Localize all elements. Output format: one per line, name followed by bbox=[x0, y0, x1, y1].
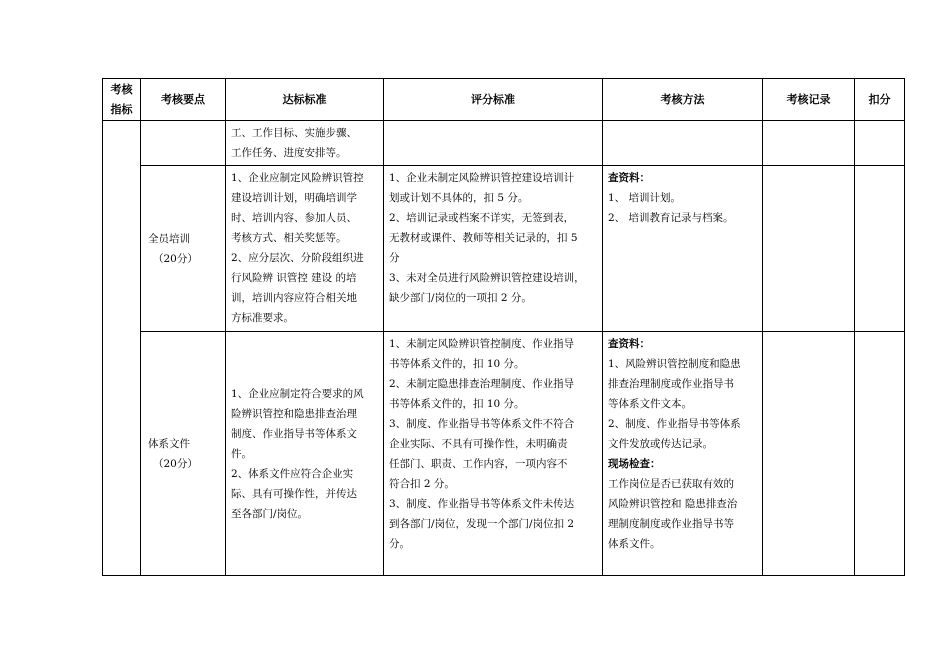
method-cell: 查资料： 1、风险辨识管控制度和隐患 排查治理制度或作业指导书 等体系文件文本。 2、制度、作业指导书等体系 文件发放或传达记录。 现场检查： 工作岗位是否已获取有效的 风险辨识管控和 隐患排查治 理制度制度或作业指导书等 体系文件。 bbox=[603, 332, 763, 576]
header-standard: 达标标准 bbox=[226, 79, 384, 121]
method-cell bbox=[603, 121, 763, 166]
method-cell: 查资料： 1、 培训计划。 2、 培训教育记录与档案。 bbox=[603, 166, 763, 332]
table-row bbox=[103, 121, 905, 166]
header-method: 考核方法 bbox=[603, 79, 763, 121]
table-row bbox=[103, 332, 905, 576]
header-scoring: 评分标准 bbox=[384, 79, 603, 121]
key-point-cell: 体系文件 （20分） bbox=[141, 332, 226, 576]
key-point-cell bbox=[141, 121, 226, 166]
standard-cell: 1、企业应制定符合要求的风 险辨识管控和隐患排查治理 制度、作业指导书等体系文 件。 2、体系文件应符合企业实 际、具有可操作性，并传达 至各部门/岗位。 bbox=[226, 332, 384, 576]
table-row bbox=[103, 166, 905, 332]
header-indicator: 考核 指标 bbox=[103, 79, 141, 121]
header-row bbox=[103, 79, 905, 121]
record-cell bbox=[763, 166, 855, 332]
assessment-table bbox=[102, 78, 905, 576]
deduction-cell bbox=[855, 121, 905, 166]
standard-cell: 工、工作目标、实施步骤、 工作任务、进度安排等。 bbox=[226, 121, 384, 166]
header-record: 考核记录 bbox=[763, 79, 855, 121]
header-key-point: 考核要点 bbox=[141, 79, 226, 121]
scoring-cell: 1、未制定风险辨识管控制度、作业指导 书等体系文件的，扣 10 分。 2、未制定隐患排查治理制度、作业指导 书等体系文件的，扣 10 分。 3、制度、作业指导书等体系文件不符合 企业实际、不具有可操作性，未明确责 任部门、职责、工作内容，一项内容不 符合扣 2 分。 3、制度、作业指导书等体系文件未传达 到各部门/岗位，发现一个部门/岗位扣 2 分。 bbox=[384, 332, 603, 576]
header-deduction: 扣分 bbox=[855, 79, 905, 121]
deduction-cell bbox=[855, 166, 905, 332]
key-point-cell: 全员培训 （20分） bbox=[141, 166, 226, 332]
record-cell bbox=[763, 332, 855, 576]
scoring-cell bbox=[384, 121, 603, 166]
deduction-cell bbox=[855, 332, 905, 576]
scoring-cell: 1、企业未制定风险辨识管控建设培训计 划或计划不具体的，扣 5 分。 2、培训记录或档案不详实，无签到表， 无教材或课件、教师等相关记录的，扣 5 分 3、未对全员进行风险辨识管控建设培训， 缺少部门/岗位的一项扣 2 分。 bbox=[384, 166, 603, 332]
record-cell bbox=[763, 121, 855, 166]
standard-cell: 1、企业应制定风险辨识管控 建设培训计划，明确培训学 时、培训内容、参加人员、 考核方式、相关奖惩等。 2、应分层次、分阶段组织进 行风险辨 识管控 建设 的培 训，培训内容应符合相关地 方标准要求。 bbox=[226, 166, 384, 332]
indicator-cell bbox=[103, 121, 141, 576]
